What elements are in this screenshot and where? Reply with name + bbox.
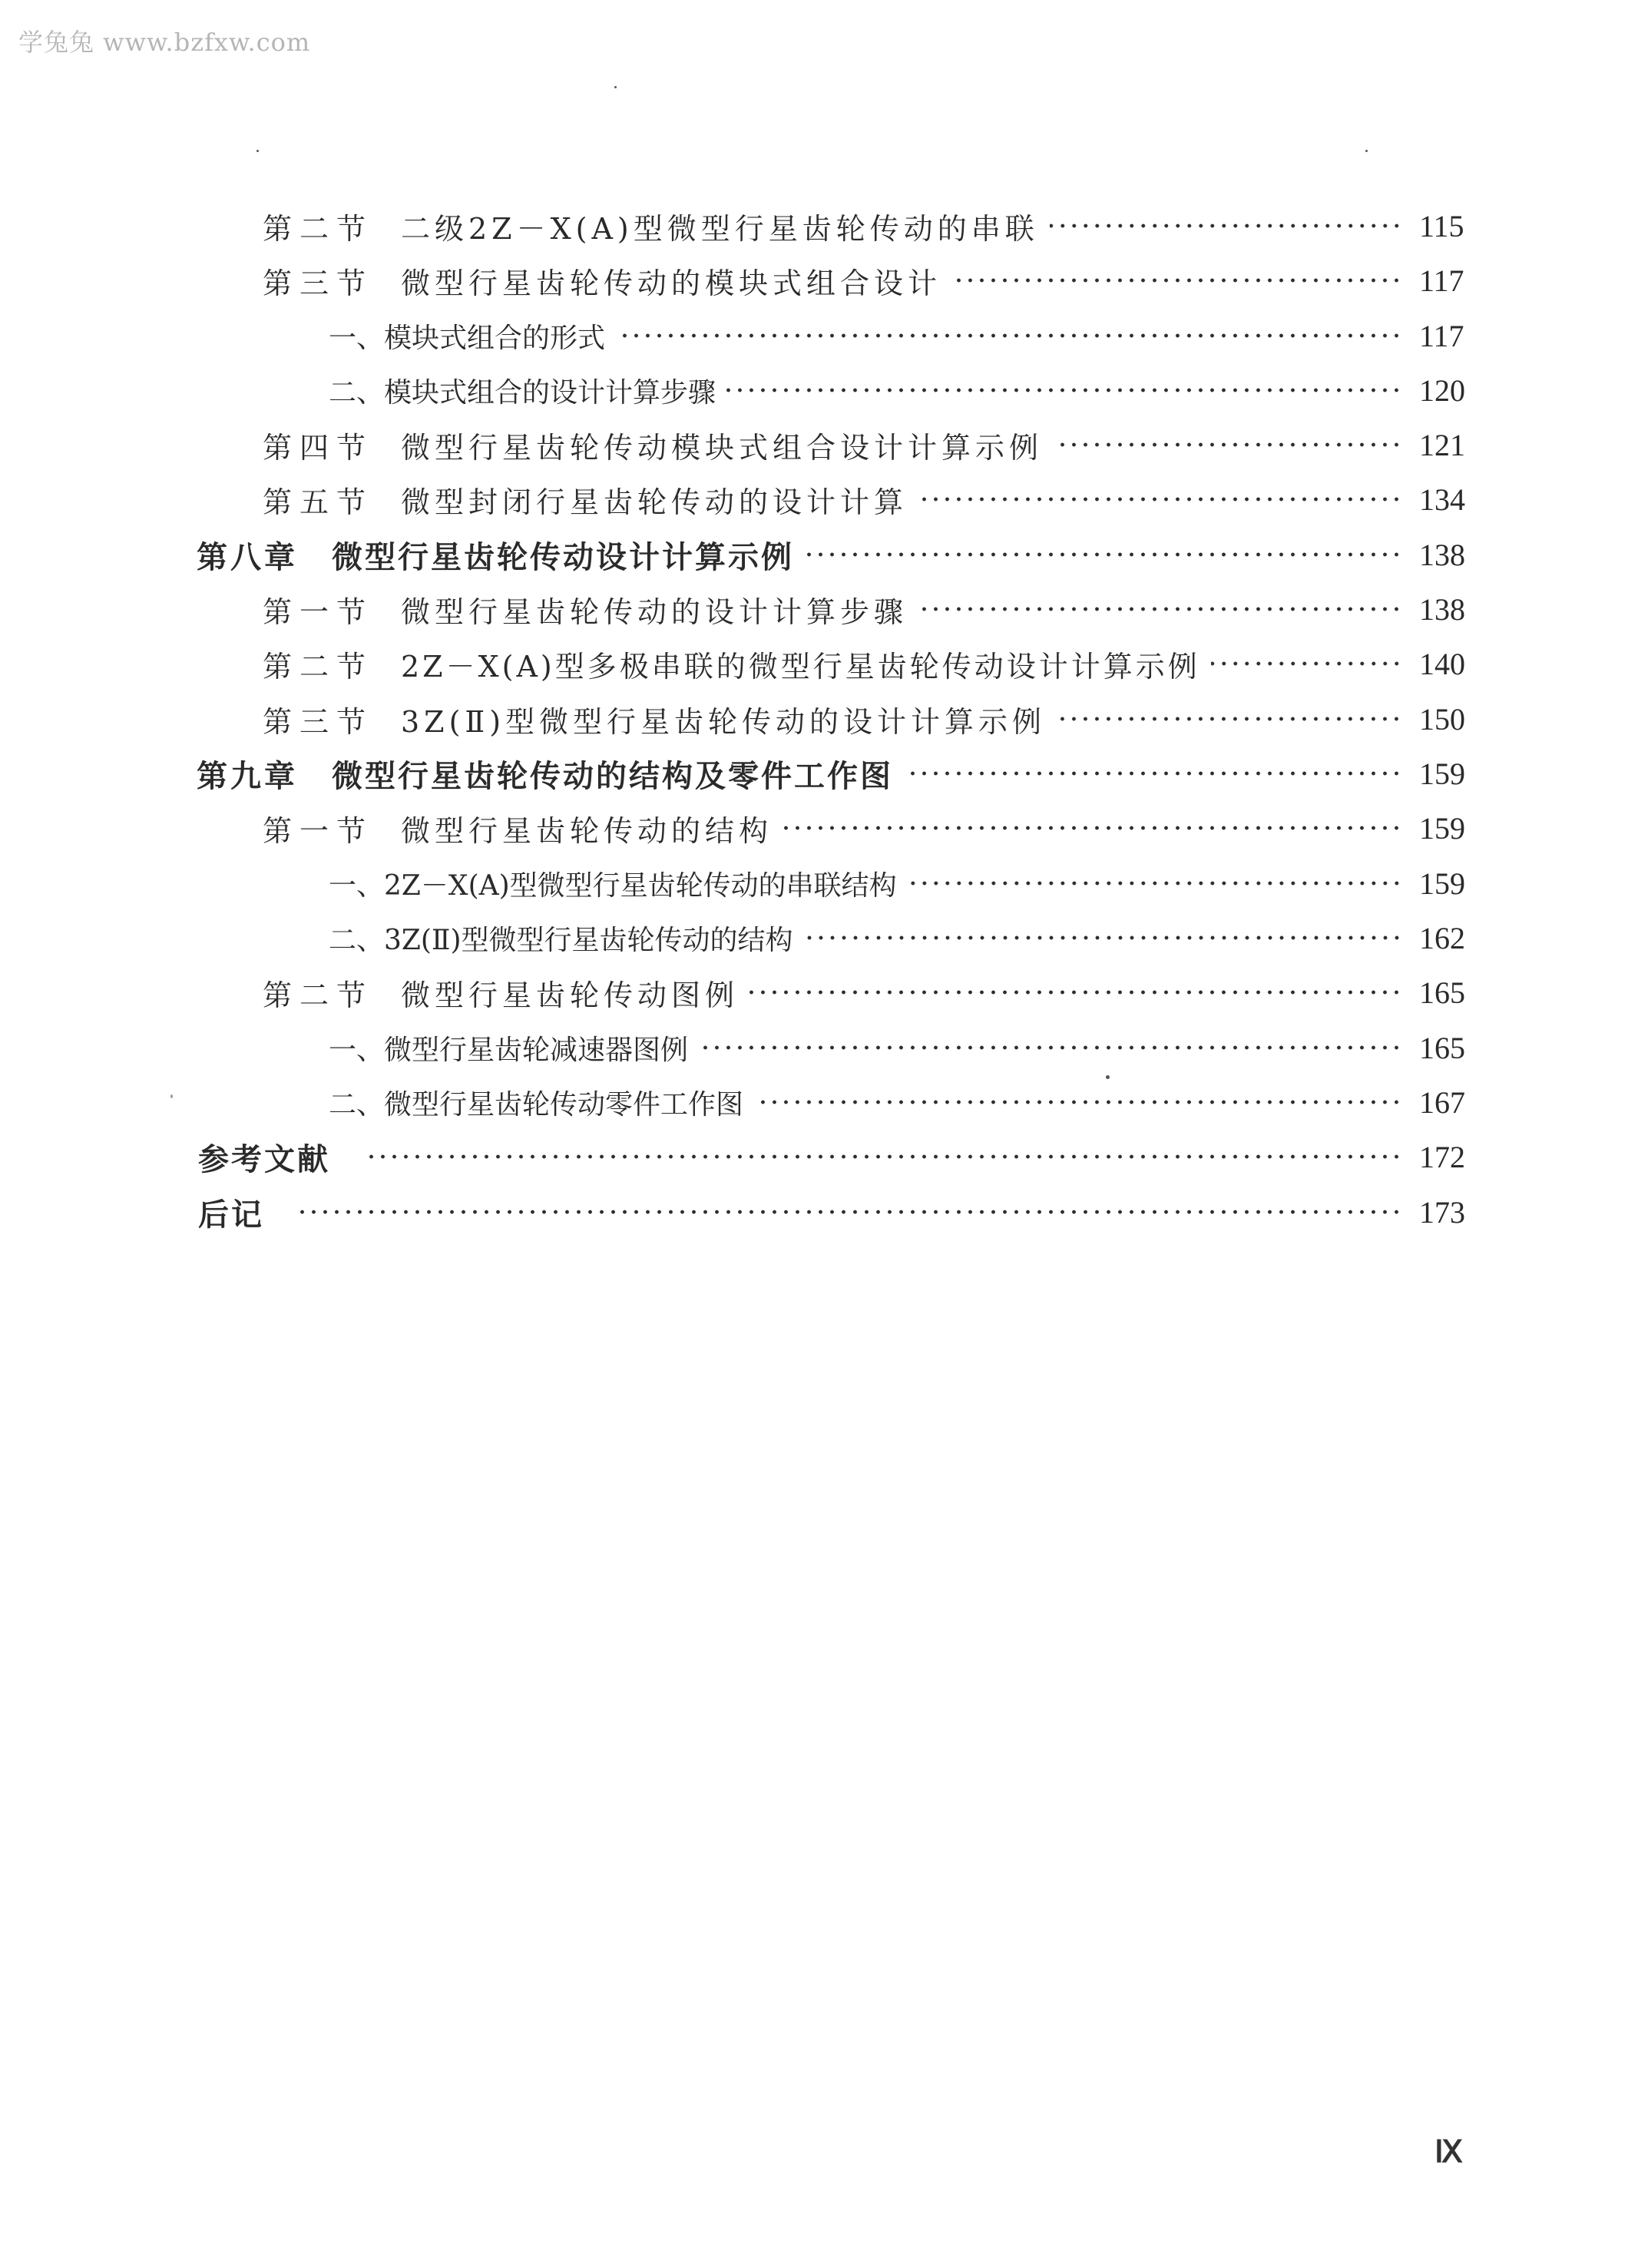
toc-entry[interactable] (263, 696, 1464, 742)
scan-speck (614, 86, 617, 88)
toc-entry-label: 第九章 微型行星齿轮传动的结构及零件工作图 (197, 758, 893, 794)
toc-page-number: 120 (1419, 372, 1465, 408)
toc-entry-label: 第一节 微型行星齿轮传动的结构 (263, 813, 773, 848)
toc-entry-label: 二、3Z(Ⅱ)型微型行星齿轮传动的结构 (329, 924, 793, 956)
toc-entry[interactable] (329, 367, 1464, 413)
dot-leader (299, 1210, 1402, 1214)
toc-entry-label: 第三节 微型行星齿轮传动的模块式组合设计 (263, 266, 942, 300)
scan-speck (1365, 150, 1368, 152)
toc-entry-label: 第八章 微型行星齿轮传动设计计算示例 (197, 539, 794, 575)
toc-page-number: 165 (1419, 975, 1465, 1010)
dot-leader (754, 1100, 1402, 1104)
dot-leader (804, 935, 1403, 940)
toc-entry-label: 一、2Z－X(A)型微型行星齿轮传动的串联结构 (329, 869, 897, 902)
toc-entry[interactable] (263, 586, 1464, 632)
toc-page-number: 117 (1419, 318, 1464, 353)
toc-page-number: 138 (1419, 537, 1465, 572)
watermark: 学兔兔 www.bzfxw.com (18, 28, 311, 57)
dot-leader (726, 388, 1402, 392)
dot-leader (918, 607, 1402, 611)
scan-speck (256, 150, 259, 152)
toc-entry[interactable] (263, 805, 1464, 851)
dot-leader (1050, 223, 1402, 228)
dot-leader (749, 990, 1402, 995)
toc-chapter-entry[interactable] (198, 1189, 1464, 1235)
toc-entry[interactable] (329, 1025, 1464, 1071)
toc-entry-label: 参考文献 (198, 1141, 330, 1177)
toc-chapter-entry[interactable] (197, 531, 1464, 578)
toc-page-number: 117 (1419, 263, 1464, 298)
toc-entry[interactable] (329, 915, 1464, 961)
toc-entry[interactable] (263, 422, 1464, 468)
toc-entry[interactable] (329, 860, 1464, 906)
toc-entry-label: 第五节 微型封闭行星齿轮传动的设计计算 (263, 485, 908, 519)
toc-entry-label: 第一节 微型行星齿轮传动的设计计算步骤 (263, 594, 908, 629)
dot-leader (1054, 442, 1402, 447)
page-folio: Ⅸ (1434, 2134, 1463, 2169)
toc-chapter-entry[interactable] (198, 1134, 1464, 1180)
toc-page-number: 167 (1419, 1084, 1465, 1120)
toc-entry-label: 一、微型行星齿轮减速器图例 (329, 1034, 689, 1066)
toc-entry[interactable] (263, 641, 1464, 687)
toc-entry-label: 一、模块式组合的形式 (329, 322, 606, 354)
dot-leader (783, 826, 1402, 830)
toc-page-number: 159 (1419, 810, 1465, 846)
scan-speck (1106, 1075, 1110, 1079)
toc-page-number: 165 (1419, 1030, 1465, 1065)
toc-entry[interactable] (263, 203, 1464, 249)
toc-entry-label: 第二节 2Z－X(A)型多极串联的微型行星齿轮传动设计计算示例 (263, 649, 1200, 684)
toc-page-number: 173 (1419, 1194, 1465, 1230)
toc-page-number: 134 (1419, 482, 1465, 517)
dot-leader (1211, 661, 1402, 666)
dot-leader (805, 552, 1402, 557)
toc-page-number: 121 (1419, 427, 1465, 462)
toc-page-number: 138 (1419, 591, 1465, 627)
toc-page-number: 150 (1419, 701, 1465, 737)
toc-page-number: 162 (1419, 920, 1465, 955)
toc-page-number: 140 (1419, 646, 1465, 681)
scan-speck (170, 1094, 173, 1098)
dot-leader (952, 278, 1402, 283)
toc-entry-label: 二、微型行星齿轮传动零件工作图 (329, 1088, 744, 1121)
dot-leader (904, 771, 1402, 776)
toc-entry-label: 后记 (198, 1197, 264, 1233)
dot-leader (699, 1045, 1402, 1050)
toc-entry[interactable] (263, 969, 1464, 1015)
toc-page-number: 159 (1419, 866, 1465, 901)
toc-entry[interactable] (263, 257, 1464, 303)
dot-leader (616, 333, 1402, 338)
toc-entry-label: 第四节 微型行星齿轮传动模块式组合设计计算示例 (263, 430, 1044, 465)
toc-entry[interactable] (329, 313, 1464, 359)
toc-entry-label: 二、模块式组合的设计计算步骤 (329, 376, 716, 409)
dot-leader (908, 881, 1402, 886)
toc-entry-label: 第三节 3Z(Ⅱ)型微型行星齿轮传动的设计计算示例 (263, 704, 1047, 739)
dot-leader (1057, 717, 1402, 721)
toc-entry[interactable] (329, 1079, 1464, 1125)
dot-leader (366, 1154, 1402, 1159)
toc-entry-label: 第二节 二级2Z－X(A)型微型行星齿轮传动的串联 (263, 211, 1039, 246)
toc-page-number: 115 (1419, 208, 1464, 243)
toc-page-number: 159 (1419, 756, 1465, 791)
toc-page-number: 172 (1419, 1139, 1465, 1174)
dot-leader (918, 497, 1402, 502)
toc-entry-label: 第二节 微型行星齿轮传动图例 (263, 978, 740, 1012)
toc-entry[interactable] (263, 476, 1464, 522)
toc-chapter-entry[interactable] (197, 750, 1464, 796)
